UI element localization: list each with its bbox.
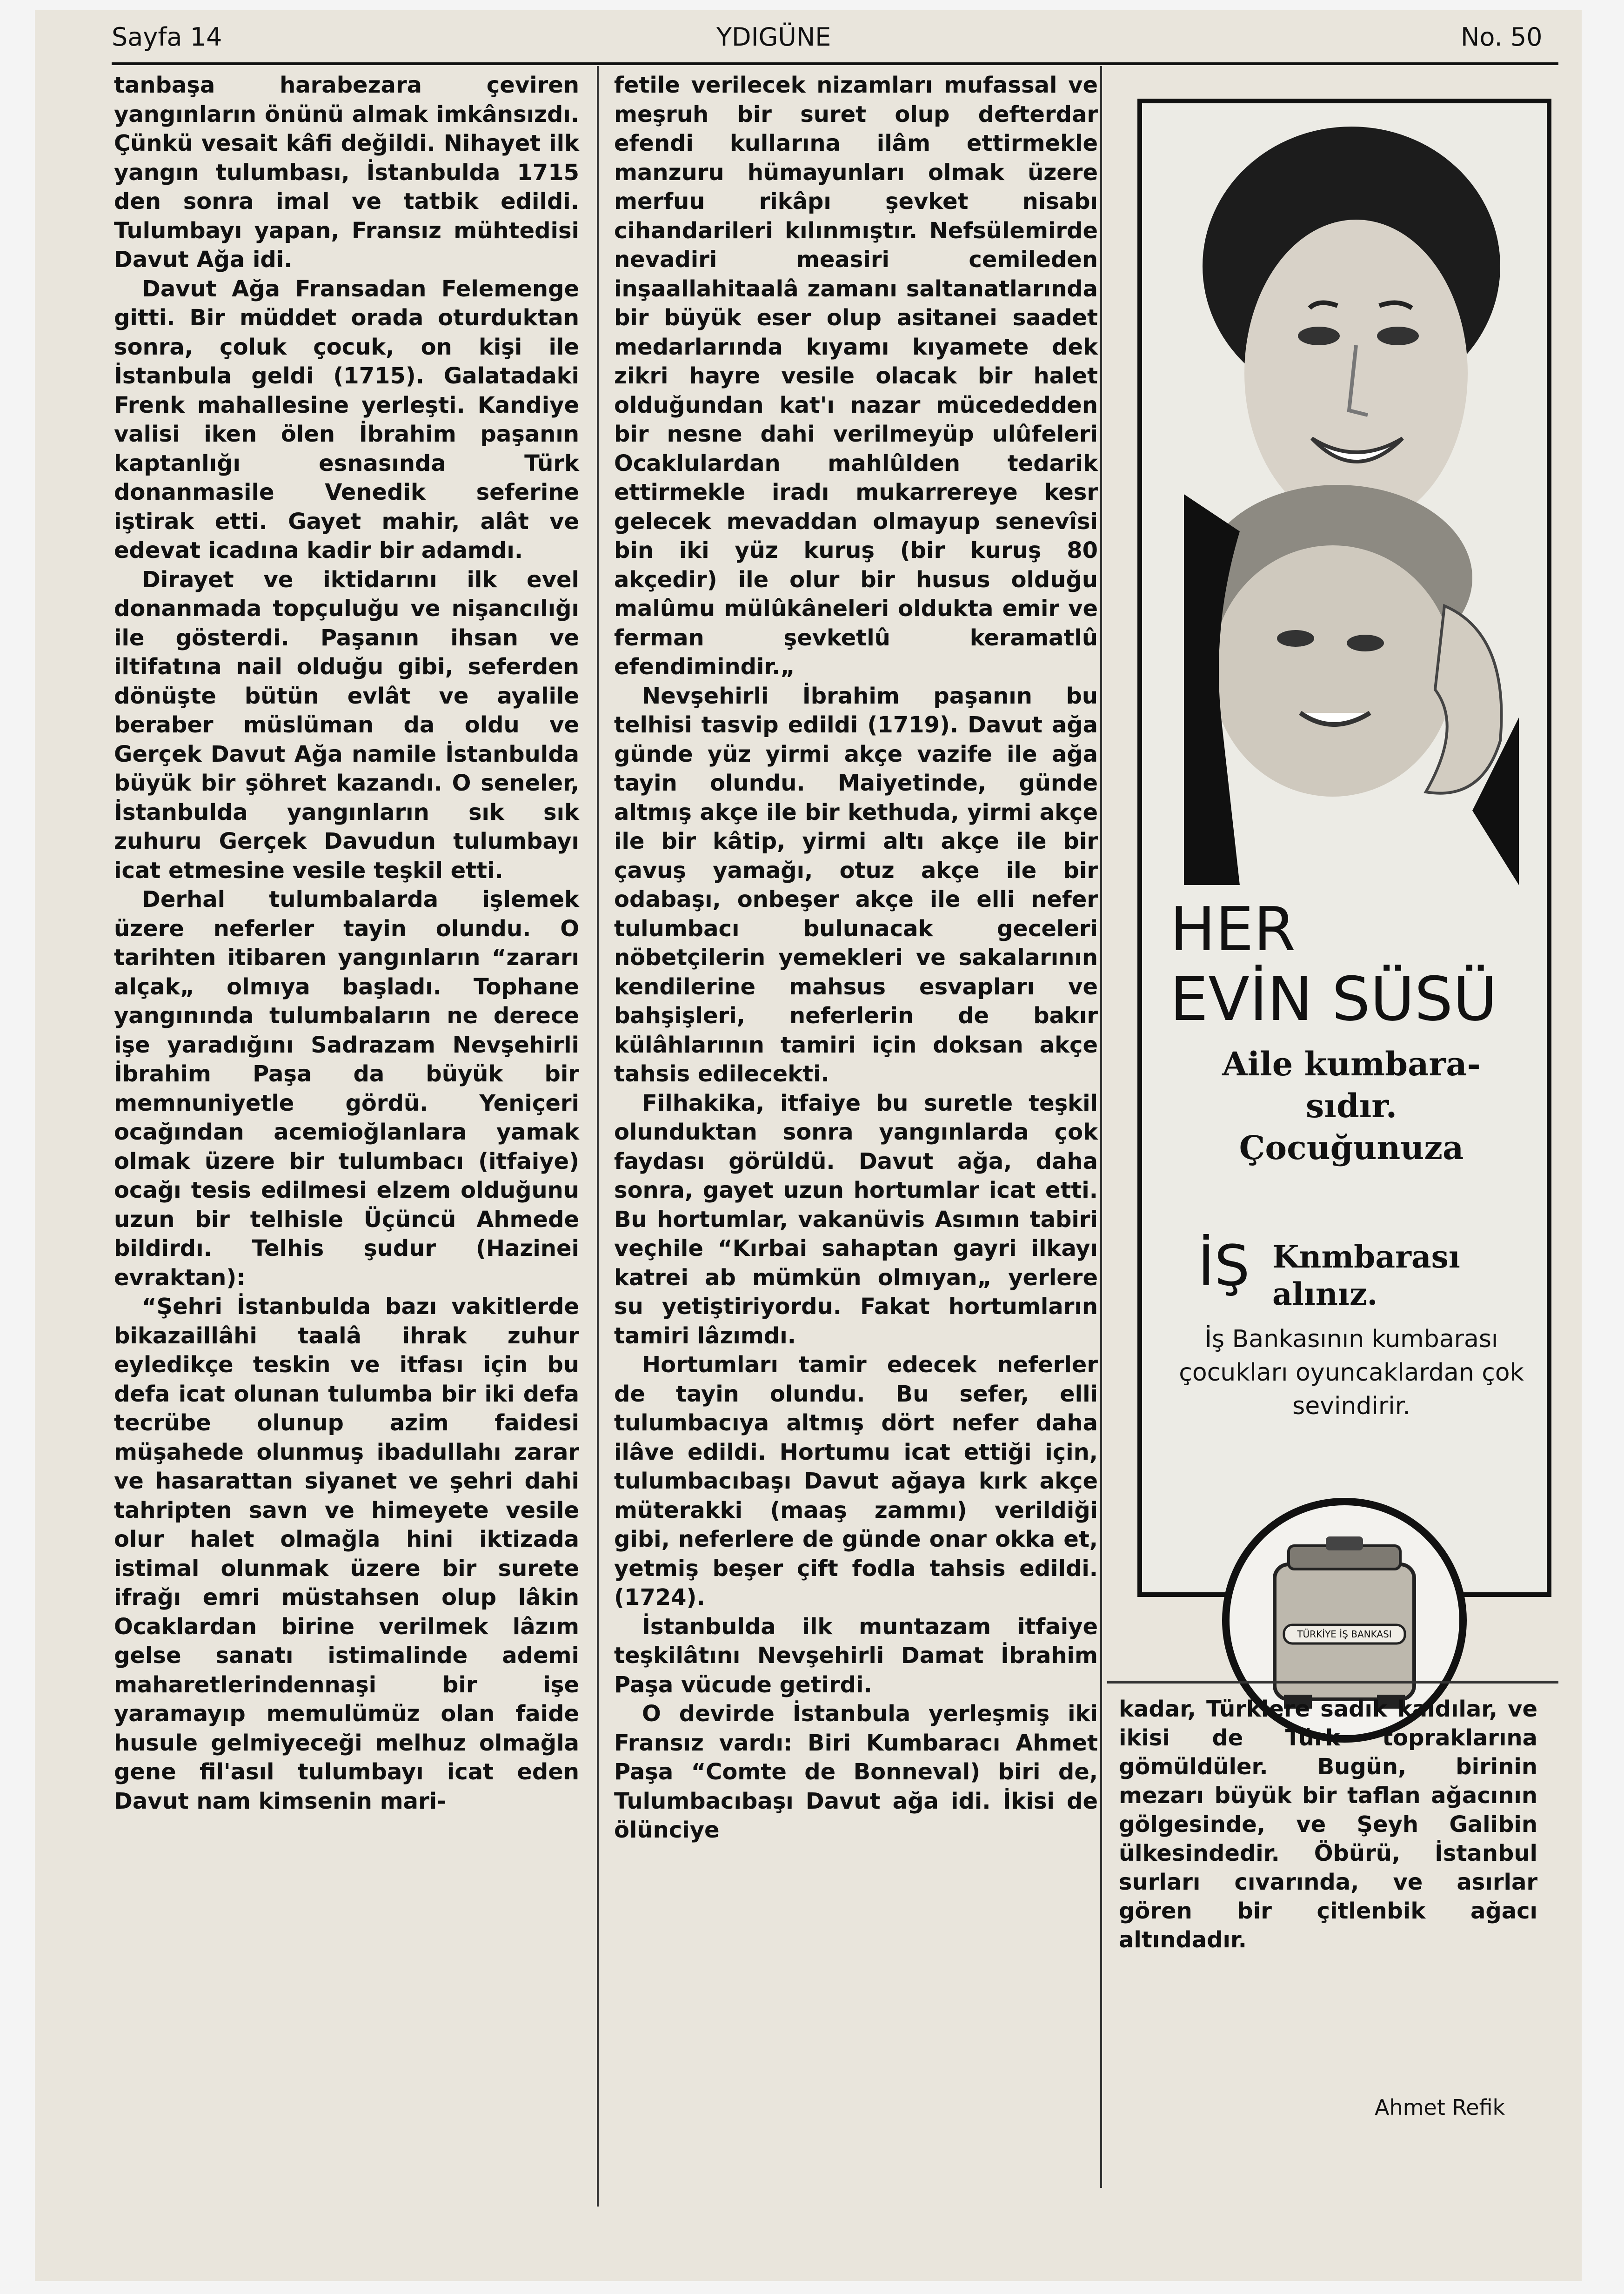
paragraph: kadar, Türklere sadık kaldılar, ve ikisi de Türk topraklarına gömüldüler. Bugün, birinin mezarı büyük bir taflan ağacının gölgesinde, ve Şeyh Galibin ülkesindedir. Öbürü, İstanbul surları cıvarında, ve asırlar gören bir çitlenbik ağacı altındadır. bbox=[1119, 1696, 1537, 1953]
ad-slogan-line: sıdır. bbox=[1305, 1087, 1397, 1125]
ad-headline bbox=[1170, 894, 1533, 1034]
article-column-1 bbox=[114, 71, 579, 2193]
paragraph: Hortumları tamir edecek neferler de tayin olundu. Bu sefer, elli tulumbacıya altmış dört nefer daha ilâve edildi. Hortumu icat ettiği için, tulumbacıbaşı Davut ağaya kırk akçe müterakki (maaş zammı) verildiği gibi, neferlere de günde onar okka et, yetmiş beşer çift fodla tahsis edildi. (1724). bbox=[614, 1352, 1098, 1610]
paragraph: O devirde İstanbula yerleşmiş iki Fransız vardı: Biri Kumbaracı Ahmet Paşa “Comte de Bonneval) biri de, Tulumbacıbaşı Davut ağa idi. İkisi de ölünciye bbox=[614, 1701, 1098, 1843]
paragraph: tanbaşa harabezara çeviren yangınların önünü almak imkânsızdı. Çünkü vesait kâfi değildi. Nihayet ilk yangın tulumbası, İstanbulda 1715 den sonra imal ve tatbik edildi. Tulumbayı yapan, Fransız mühtedisi Davut Ağa idi. bbox=[114, 72, 579, 273]
is-bank-advertisement bbox=[1137, 99, 1551, 1640]
paragraph: Derhal tulumbalarda işlemek üzere neferler tayin olundu. O tarihten itibaren yangınların “zararı alçak„ olmıya başladı. Tophane yangınında tulumbaların ne derece işe yaradığını Sadrazam Nevşehirli İbrahim Paşa da büyük bir memnuniyetle gördü. Yeniçeri ocağından acemioğlanlara yamak olmak üzere bir tulumbacı (itfaiye) ocağı tesis edilmesi elzem olduğunu uzun bir telhisle Üçüncü Ahmede bildirdı. Telhis şudur (Hazinei evraktan): bbox=[114, 886, 579, 1291]
is-bank-logo: İŞ bbox=[1198, 1234, 1250, 1299]
ad-slogan-line: Aile kumbara- bbox=[1222, 1045, 1481, 1083]
issue-number: No. 50 bbox=[1461, 22, 1543, 52]
article-column-3 bbox=[1119, 1695, 1537, 2113]
page-number: Sayfa 14 bbox=[112, 22, 222, 52]
newspaper-page bbox=[35, 10, 1582, 2281]
paragraph: “Şehri İstanbulda bazı vakitlerde bikazaillâhi taalâ ihrak zuhur eyledikçe teskin ve itfası için bu defa icat olunan tulumba bir iki defa tecrübe olunup azim faidesi müşahede olunmuş ibadullahı zarar ve hasarattan siyanet ve şehri dahi tahripten savn ve himeyete vesile olur halet olmağla hini iktizada istimal olunmak üzere bir surete ifrağı emri müstahsen olup lâkin Ocaklardan birine verilmek lâzım gelse sanatı istimalinde ademi maharetlerindennaşi bir işe yaramayıp memulümüz olan faide husule gelmiyeceği melhuz olmağla gene fil'asıl tulumbayı icat eden Davut nam kimsenin mari- bbox=[114, 1294, 579, 1814]
paragraph: Nevşehirli İbrahim paşanın bu telhisi tasvip edildi (1719). Davut ağa günde yüz yirmi akçe vazife ile ağa tayin olundu. Maiyetinde, günde altmış akçe ile bir kethuda, yirmi akçe ile bir kâtip, yirmi altı akçe ile bir çavuş yamağı, otuz akçe ile bir odabaşı, onbeşer akçe ile elli nefer tulumbacı bulunacak geceleri nöbetçilerin yemekleri ve sakalarının kendilerine mahsus esvapları ve bahşişleri, neferlerin de bakır külâhlarının tamiri için doksan akçe tahsis edilecekti. bbox=[614, 683, 1098, 1087]
ad-headline-line: HER bbox=[1170, 894, 1296, 965]
column-divider bbox=[597, 66, 599, 2207]
page-header bbox=[112, 20, 1558, 57]
paragraph: İstanbulda ilk muntazam itfaiye teşkilâtını Nevşehirli Damat İbrahim Paşa vücude getirdi. bbox=[614, 1613, 1098, 1698]
paragraph: fetile verilecek nizamları mufassal ve meşruh bir suret olup defterdar efendi kullarına ilâm ettirmekle manzuru hümayunları olmak üzere merfuu rikâpı şevket nisabı cihandarileri kılınmıştır. Nefsülemirde nevadiri measiri cemileden inşaallahitaalâ zamanı saltanatlarında bir büyük eser olup asitanei saadet medarlarında kıyamı kıyamete dek zikri hayre vesile olacak bir halet olduğundan kat'ı nazar mücededden bir nesne dahi verilmeyüp ulûfeleri Ocaklulardan mahlûlden tedarik ettirmekle iradı mukarrereye kesr gelecek mevaddan olmayup senevîsi bin iki yüz kuruş (bir kuruş 80 akçedir) ile olur bir husus olduğu malûmu mülûkâneleri oldukta emir ve ferman şevketlû keramatlû efendimindir.„ bbox=[614, 72, 1098, 680]
ad-slogan-line: alınız. bbox=[1272, 1276, 1378, 1312]
section-rule bbox=[1107, 1681, 1558, 1684]
ad-slogan bbox=[1170, 1043, 1533, 1169]
bank-label: TÜRKİYE İŞ BANKASI bbox=[1297, 1629, 1392, 1640]
author-signature: Ahmet Refik bbox=[1375, 2095, 1505, 2120]
ad-slogan-line: Çocuğunuza bbox=[1239, 1128, 1464, 1167]
paragraph: Davut Ağa Fransadan Felemenge gitti. Bir müddet orada oturduktan sonra, çoluk çocuk, on kişi ile İstanbula geldi (1715). Galatadaki Frenk mahallesine yerleşti. Kandiye valisi iken ölen İbrahim paşanın kaptanlığı esnasında Türk donanmasile Venedik seferine iştirak etti. Gayet mahir, alât ve edevat icadına kadir bir adamdı. bbox=[114, 275, 579, 563]
ad-slogan-line: Knmbarası bbox=[1272, 1239, 1460, 1275]
header-rule bbox=[112, 62, 1558, 65]
paragraph: Filhakika, itfaiye bu suretle teşkil olunduktan sonra yangınlarda çok faydası görüldü. Davut ağa, daha sonra, gayet uzun hortumlar icat etti. Bu hortumlar, vakanüvis Asımın tabiri veçhile “Kırbai sahaptan gayri ilkayı katrei ab mümkün olmıyan„ yerlere su yetiştiriyordu. Fakat hortumların tamiri lâzımdı. bbox=[614, 1090, 1098, 1349]
article-column-2 bbox=[614, 71, 1098, 2202]
ad-headline-line: EVİN SÜSÜ bbox=[1170, 964, 1497, 1034]
paragraph: Dirayet ve iktidarını ilk evel donanmada topçuluğu ve nişancılığı ile gösterdi. Paşanın ihsan ve iltifatına nail olduğu gibi, seferden dönüşte bütün evlât ve ayalile beraber müslüman da oldu ve Gerçek Davut Ağa namile İstanbulda büyük bir şöhret kazandı. O seneler, İstanbulda yangınların sık sık zuhuru Gerçek Davudun tulumbayı icat etmesine vesile teşkil etti. bbox=[114, 566, 579, 884]
ad-is-line bbox=[1170, 1229, 1533, 1322]
ad-note: İş Bankasının kumbarası çocukları oyuncaklardan çok sevindirir. bbox=[1179, 1325, 1524, 1420]
newspaper-title: YDIGÜNE bbox=[716, 22, 831, 52]
column-divider bbox=[1100, 66, 1102, 2188]
mother-child-photo bbox=[1184, 113, 1519, 885]
